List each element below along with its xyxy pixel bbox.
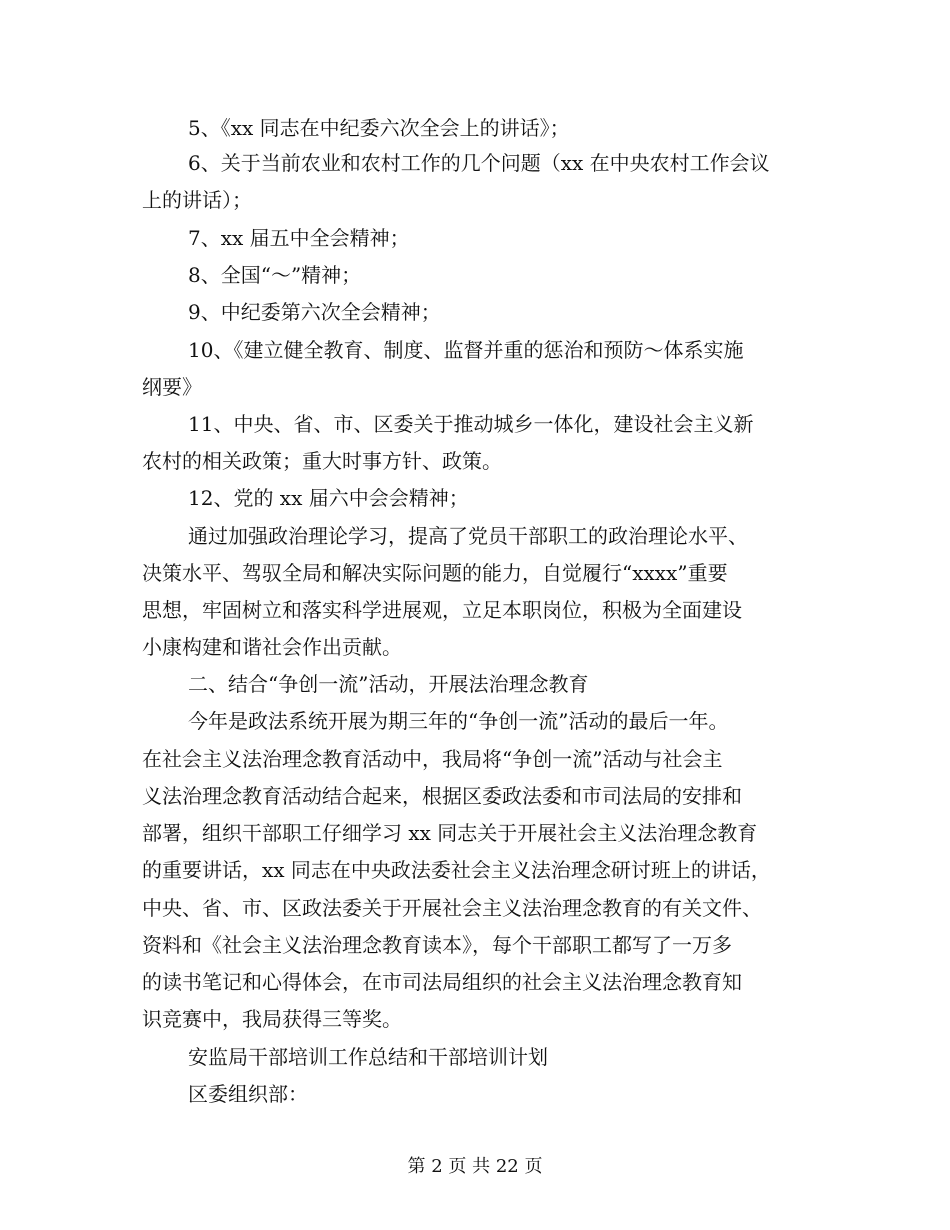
paragraph-theory-line: 通过加强政治理论学习，提高了党员干部职工的政治理论水平、 [188,524,748,548]
page-number: 第 2 页 共 22 页 [407,1156,543,1177]
list-item-5: 5、《xx 同志在中纪委六次全会上的讲话》； [188,116,570,140]
document-title: 安监局干部培训工作总结和干部培训计划 [188,1045,548,1069]
list-item-8: 8、全国“～”精神； [188,263,362,287]
paragraph-rule-of-law-line: 在社会主义法治理念教育活动中，我局将“争创一流”活动与社会主 [142,747,723,771]
paragraph-rule-of-law-line: 识竞赛中，我局获得三等奖。 [142,1007,402,1031]
paragraph-theory-line: 思想，牢固树立和落实科学进展观，立足本职岗位，积极为全面建设 [142,598,742,622]
paragraph-rule-of-law-line: 中央、省、市、区政法委关于开展社会主义法治理念教育的有关文件、 [142,896,762,920]
list-item-11: 11、中央、省、市、区委关于推动城乡一体化，建设社会主义新 [188,412,754,436]
paragraph-theory-line: 决策水平、驾驭全局和解决实际问题的能力，自觉履行“xxxx”重要 [142,561,728,585]
paragraph-rule-of-law-line: 义法治理念教育活动结合起来，根据区委政法委和市司法局的安排和 [142,784,742,808]
list-item-10: 10、《建立健全教育、制度、监督并重的惩治和预防～体系实施 [188,338,744,362]
addressee: 区委组织部： [188,1082,308,1106]
paragraph-rule-of-law-line: 的重要讲话，xx 同志在中央政法委社会主义法治理念研讨班上的讲话， [142,858,771,882]
list-item-11-continued: 农村的相关政策；重大时事方针、政策。 [142,449,502,473]
list-item-12: 12、党的 xx 届六中会会精神； [188,486,469,510]
list-item-10-continued: 纲要》 [142,375,202,399]
paragraph-rule-of-law-line: 今年是政法系统开展为期三年的“争创一流”活动的最后一年。 [188,709,729,733]
list-item-6-continued: 上的讲话）； [142,188,252,212]
paragraph-rule-of-law-line: 的读书笔记和心得体会，在市司法局组织的社会主义法治理念教育知 [142,970,742,994]
list-item-6: 6、关于当前农业和农村工作的几个问题（xx 在中央农村工作会议 [188,151,770,175]
paragraph-theory-line: 小康构建和谐社会作出贡献。 [142,635,402,659]
list-item-9: 9、中纪委第六次全会精神； [188,300,441,324]
list-item-7: 7、xx 届五中全会精神； [188,226,410,250]
section-heading: 二、结合“争创一流”活动，开展法治理念教育 [188,672,589,696]
paragraph-rule-of-law-line: 资料和《社会主义法治理念教育读本》，每个干部职工都写了一万多 [142,933,732,957]
paragraph-rule-of-law-line: 部署，组织干部职工仔细学习 xx 同志关于开展社会主义法治理念教育 [142,821,758,845]
